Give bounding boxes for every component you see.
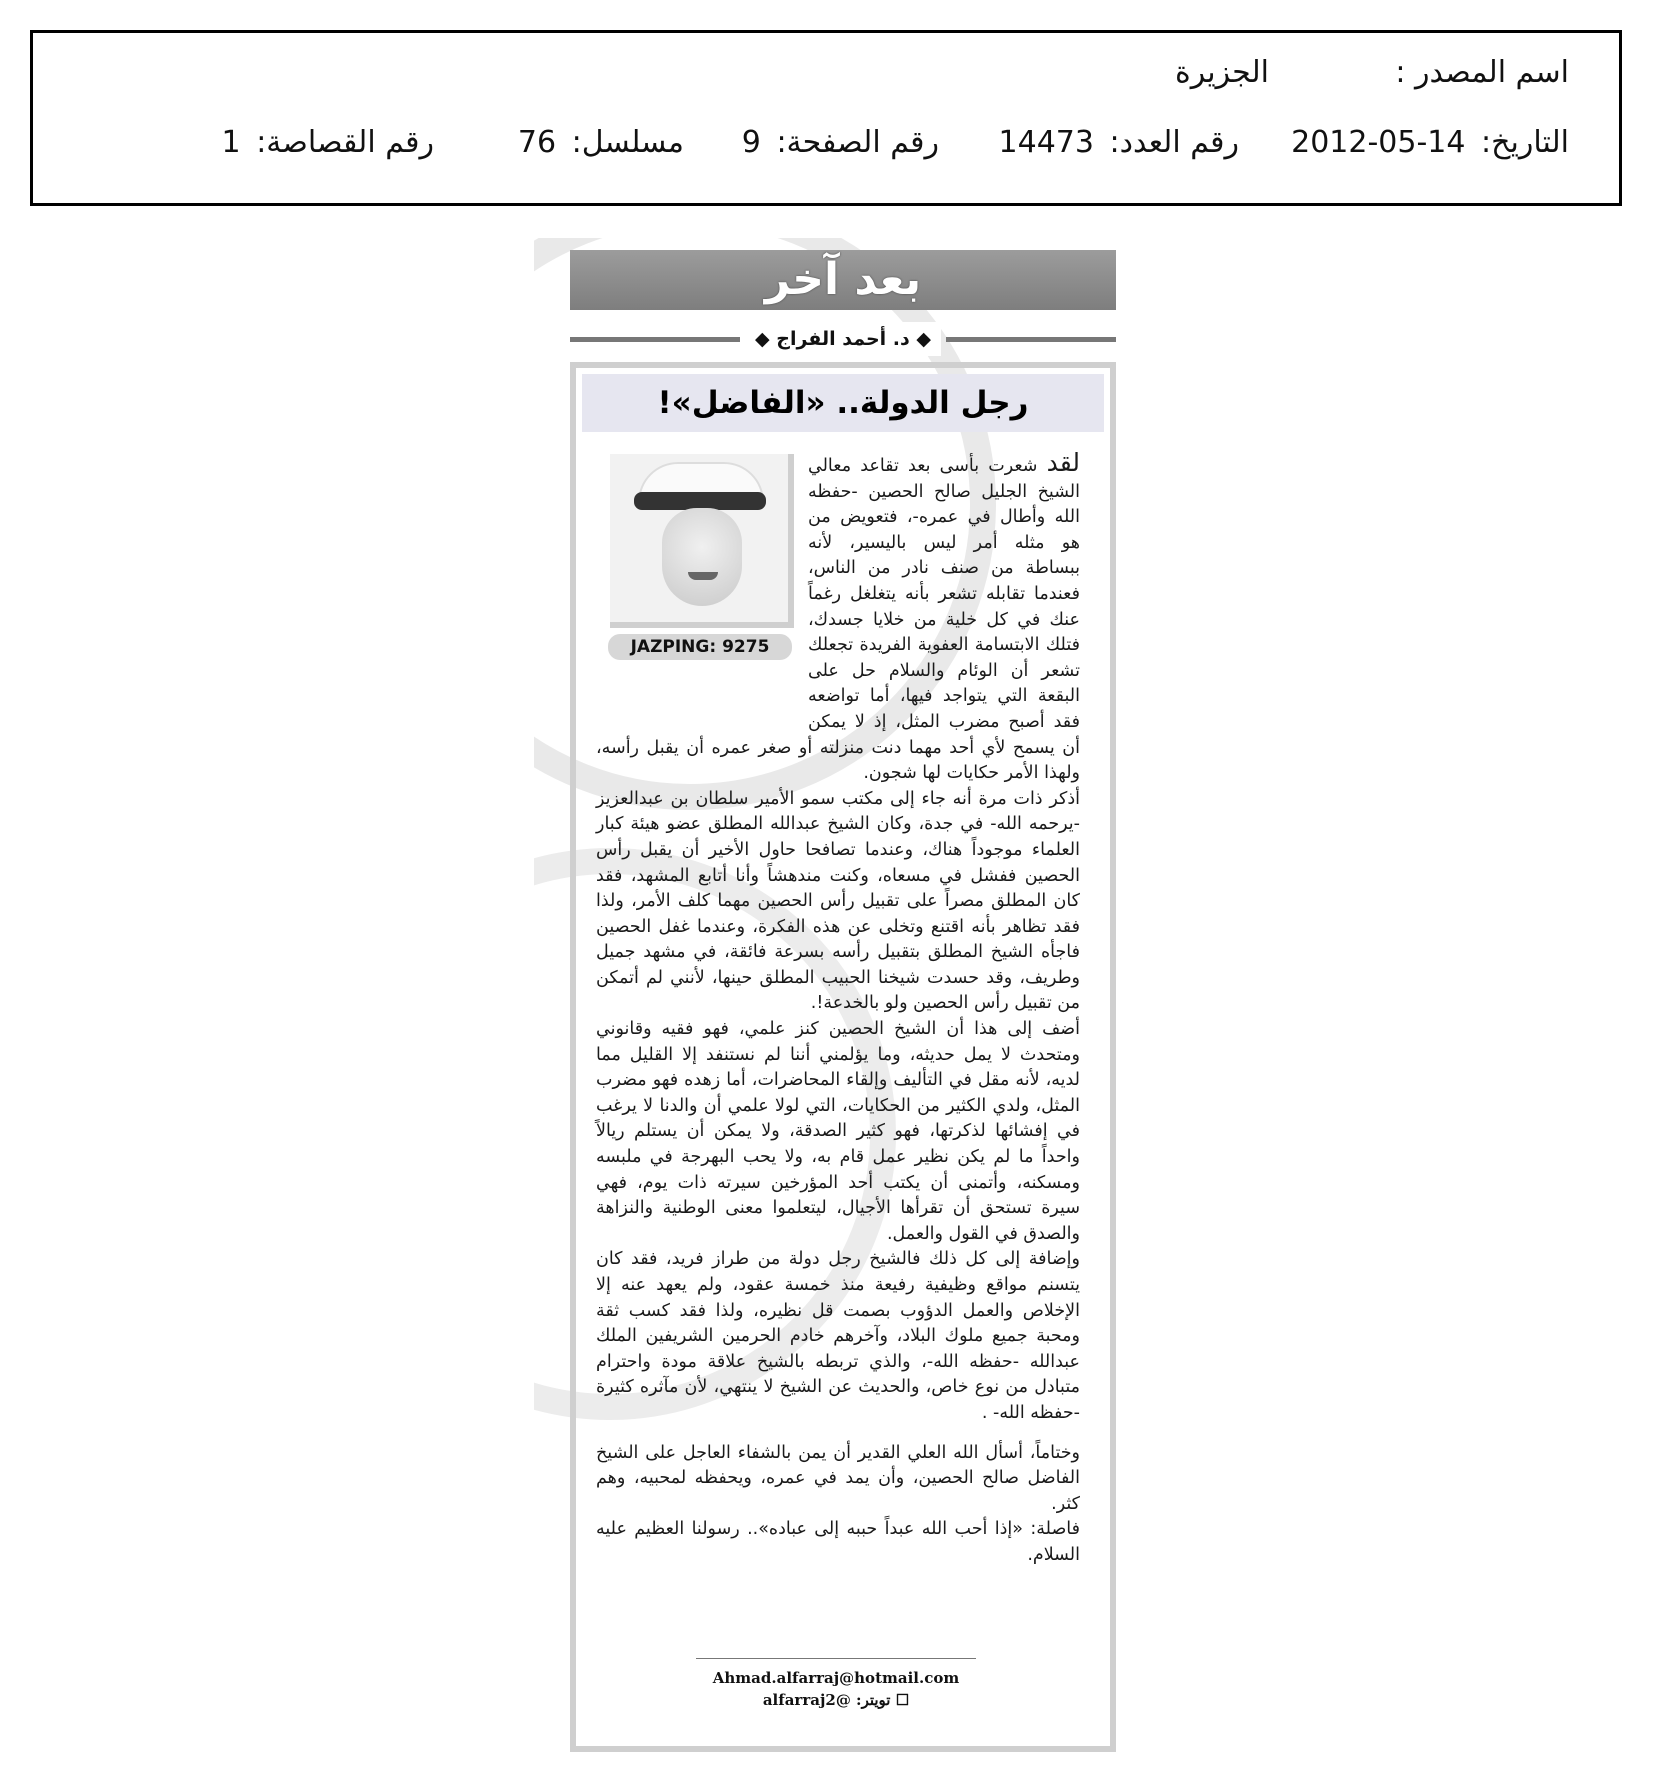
clip-number-field [222,125,434,160]
source-label: اسم المصدر : [1395,55,1569,90]
clip-number-label: رقم القصاصة: [256,125,434,160]
author-name-wrap: ◆ د. أحمد الفراج ◆ [745,322,941,356]
issue-field [999,125,1239,160]
author-name: د. أحمد الفراج [776,328,910,350]
article-headline: رجل الدولة.. «الفاضل»! [582,374,1104,432]
clipping-metadata-box [30,30,1622,206]
paragraph-5: وختاماً، أسأل الله العلي القدير أن يمن بالشفاء العاجل على الشيخ الفاضل صالح الحصين، وأن يمد في عمره، ويحفظه لمحبيه، وهم كثر. [596,1442,1080,1514]
author-contact [696,1658,976,1711]
paragraph-6: فاصلة: «إذا أحب الله عبداً حببه إلى عباده».. رسولنا العظيم عليه السلام. [596,1519,1080,1565]
serial-field [518,125,684,160]
first-word: لقد [1046,448,1080,477]
serial-value: 76 [517,125,557,160]
page-field [742,125,939,160]
page-value: 9 [741,125,761,160]
page-label: رقم الصفحة: [776,125,939,160]
paragraph-1-text: شعرت بأسى بعد تقاعد معالي الشيخ الجليل صالح الحصين -حفظه الله وأطال في عمره-، فتعويض من هو مثله أمر ليس باليسير، لأنه ببساطة من صنف نادر من الناس، فعندما تقابله تشعر بأنه يتغلغل رغماً عنك في كل خلية من خلايا جسدك، فتلك الابتسامة العفوية الفريدة تجعلك تشعر أن الوئام والسلام حل على البقعة التي يتواجد فيها، أما تواضعه فقد أصبح مضرب المثل، إذ لا يمكن أن يسمح لأي أحد مهما دنت منزلته أو صغر عمره أن يقبل رأسه، ولهذا الأمر حكايات لها شجون. [596,456,1080,784]
author-email: Ahmad.alfarraj@hotmail.com [712,1669,960,1687]
column-title: بعد آخر [570,250,1116,310]
byline-rule [570,337,740,342]
article-body [596,450,1080,1569]
byline-rule [946,337,1116,342]
article-frame [570,362,1116,1752]
source-value: الجزيرة [1174,55,1269,90]
date-label: التاريخ: [1481,125,1569,160]
clip-number-value: 1 [221,125,241,160]
author-twitter: ☐ تويتر: @alfarraj2 [762,1691,910,1709]
paragraph-3: أضف إلى هذا أن الشيخ الحصين كنز علمي، فهو فقيه وقانوني ومتحدث لا يمل حديثه، وما يؤلمني أننا لم نستنفد إلا القليل مما لديه، لأنه مقل في التأليف وإلقاء المحاضرات، أما زهده فهو مضرب المثل، ولدي الكثير من الحكايات، التي لولا علمي أن والدنا لا يرغب في إفشائها لذكرتها، فهو كثير الصدقة، ولا يمكن أن يستلم ريالاً واحداً ما لم يكن نظير عمل قام به، ولا يحب البهرجة في ملبسه ومسكنه، وأتمنى أن يكتب أحد المؤرخين سيرته ذات يوم، فهي سيرة تستحق أن تقرأها الأجيال، ليتعلموا معنى الوطنية والنزاهة والصدق في القول والعمل. [596,1019,1080,1244]
author-byline [570,322,1116,356]
newspaper-clipping [534,238,1122,1758]
paragraph-4: وإضافة إلى كل ذلك فالشيخ رجل دولة من طراز فريد، فقد كان يتسنم مواقع وظيفية رفيعة منذ خمسة عقود، ولم يعهد عنه إلا الإخلاص والعمل الدؤوب بصمت قل نظيره، ولذا فقد كسب ثقة ومحبة جميع ملوك البلاد، وآخرهم خادم الحرمين الشريفين الملك عبدالله -حفظه الله-، والذي تربطه بالشيخ علاقة مودة واحترام متبادل من نوع خاص، والحديث عن الشيخ لا ينتهي، لأن مآثره كثيرة -حفظه الله- . [596,1249,1080,1423]
serial-label: مسلسل: [571,125,684,160]
issue-value: 14473 [998,125,1094,160]
issue-label: رقم العدد: [1109,125,1239,160]
date-value: 2012-05-14 [1291,125,1466,160]
photo-spacer [596,450,808,726]
paragraph-2: أذكر ذات مرة أنه جاء إلى مكتب سمو الأمير سلطان بن عبدالعزيز -يرحمه الله- في جدة، وكان الشيخ عبدالله المطلق عضو هيئة كبار العلماء موجوداً هناك، وعندما تصافحا حاول الأخير أن يقبل رأس الحصين ففشل في مسعاه، وكنت مندهشاً وأنا أتابع المشهد، فقد كان المطلق مصراً على تقبيل رأس الحصين مهما كلف الأمر، ولذا فقد تظاهر بأنه اقتنع وتخلى عن هذه الفكرة، وعندما غفل الحصين فاجأه الشيخ المطلق بتقبيل رأسه بسرعة فائقة، في مشهد جميل وطريف، وقد حسدت شيخنا الحبيب المطلق حينها، لأنني لم أتمكن من تقبيل رأس الحصين ولو بالخدعة!. [596,788,1080,1014]
date-field [1291,125,1569,160]
photo-caption: JAZPING: 9275 [608,634,792,660]
